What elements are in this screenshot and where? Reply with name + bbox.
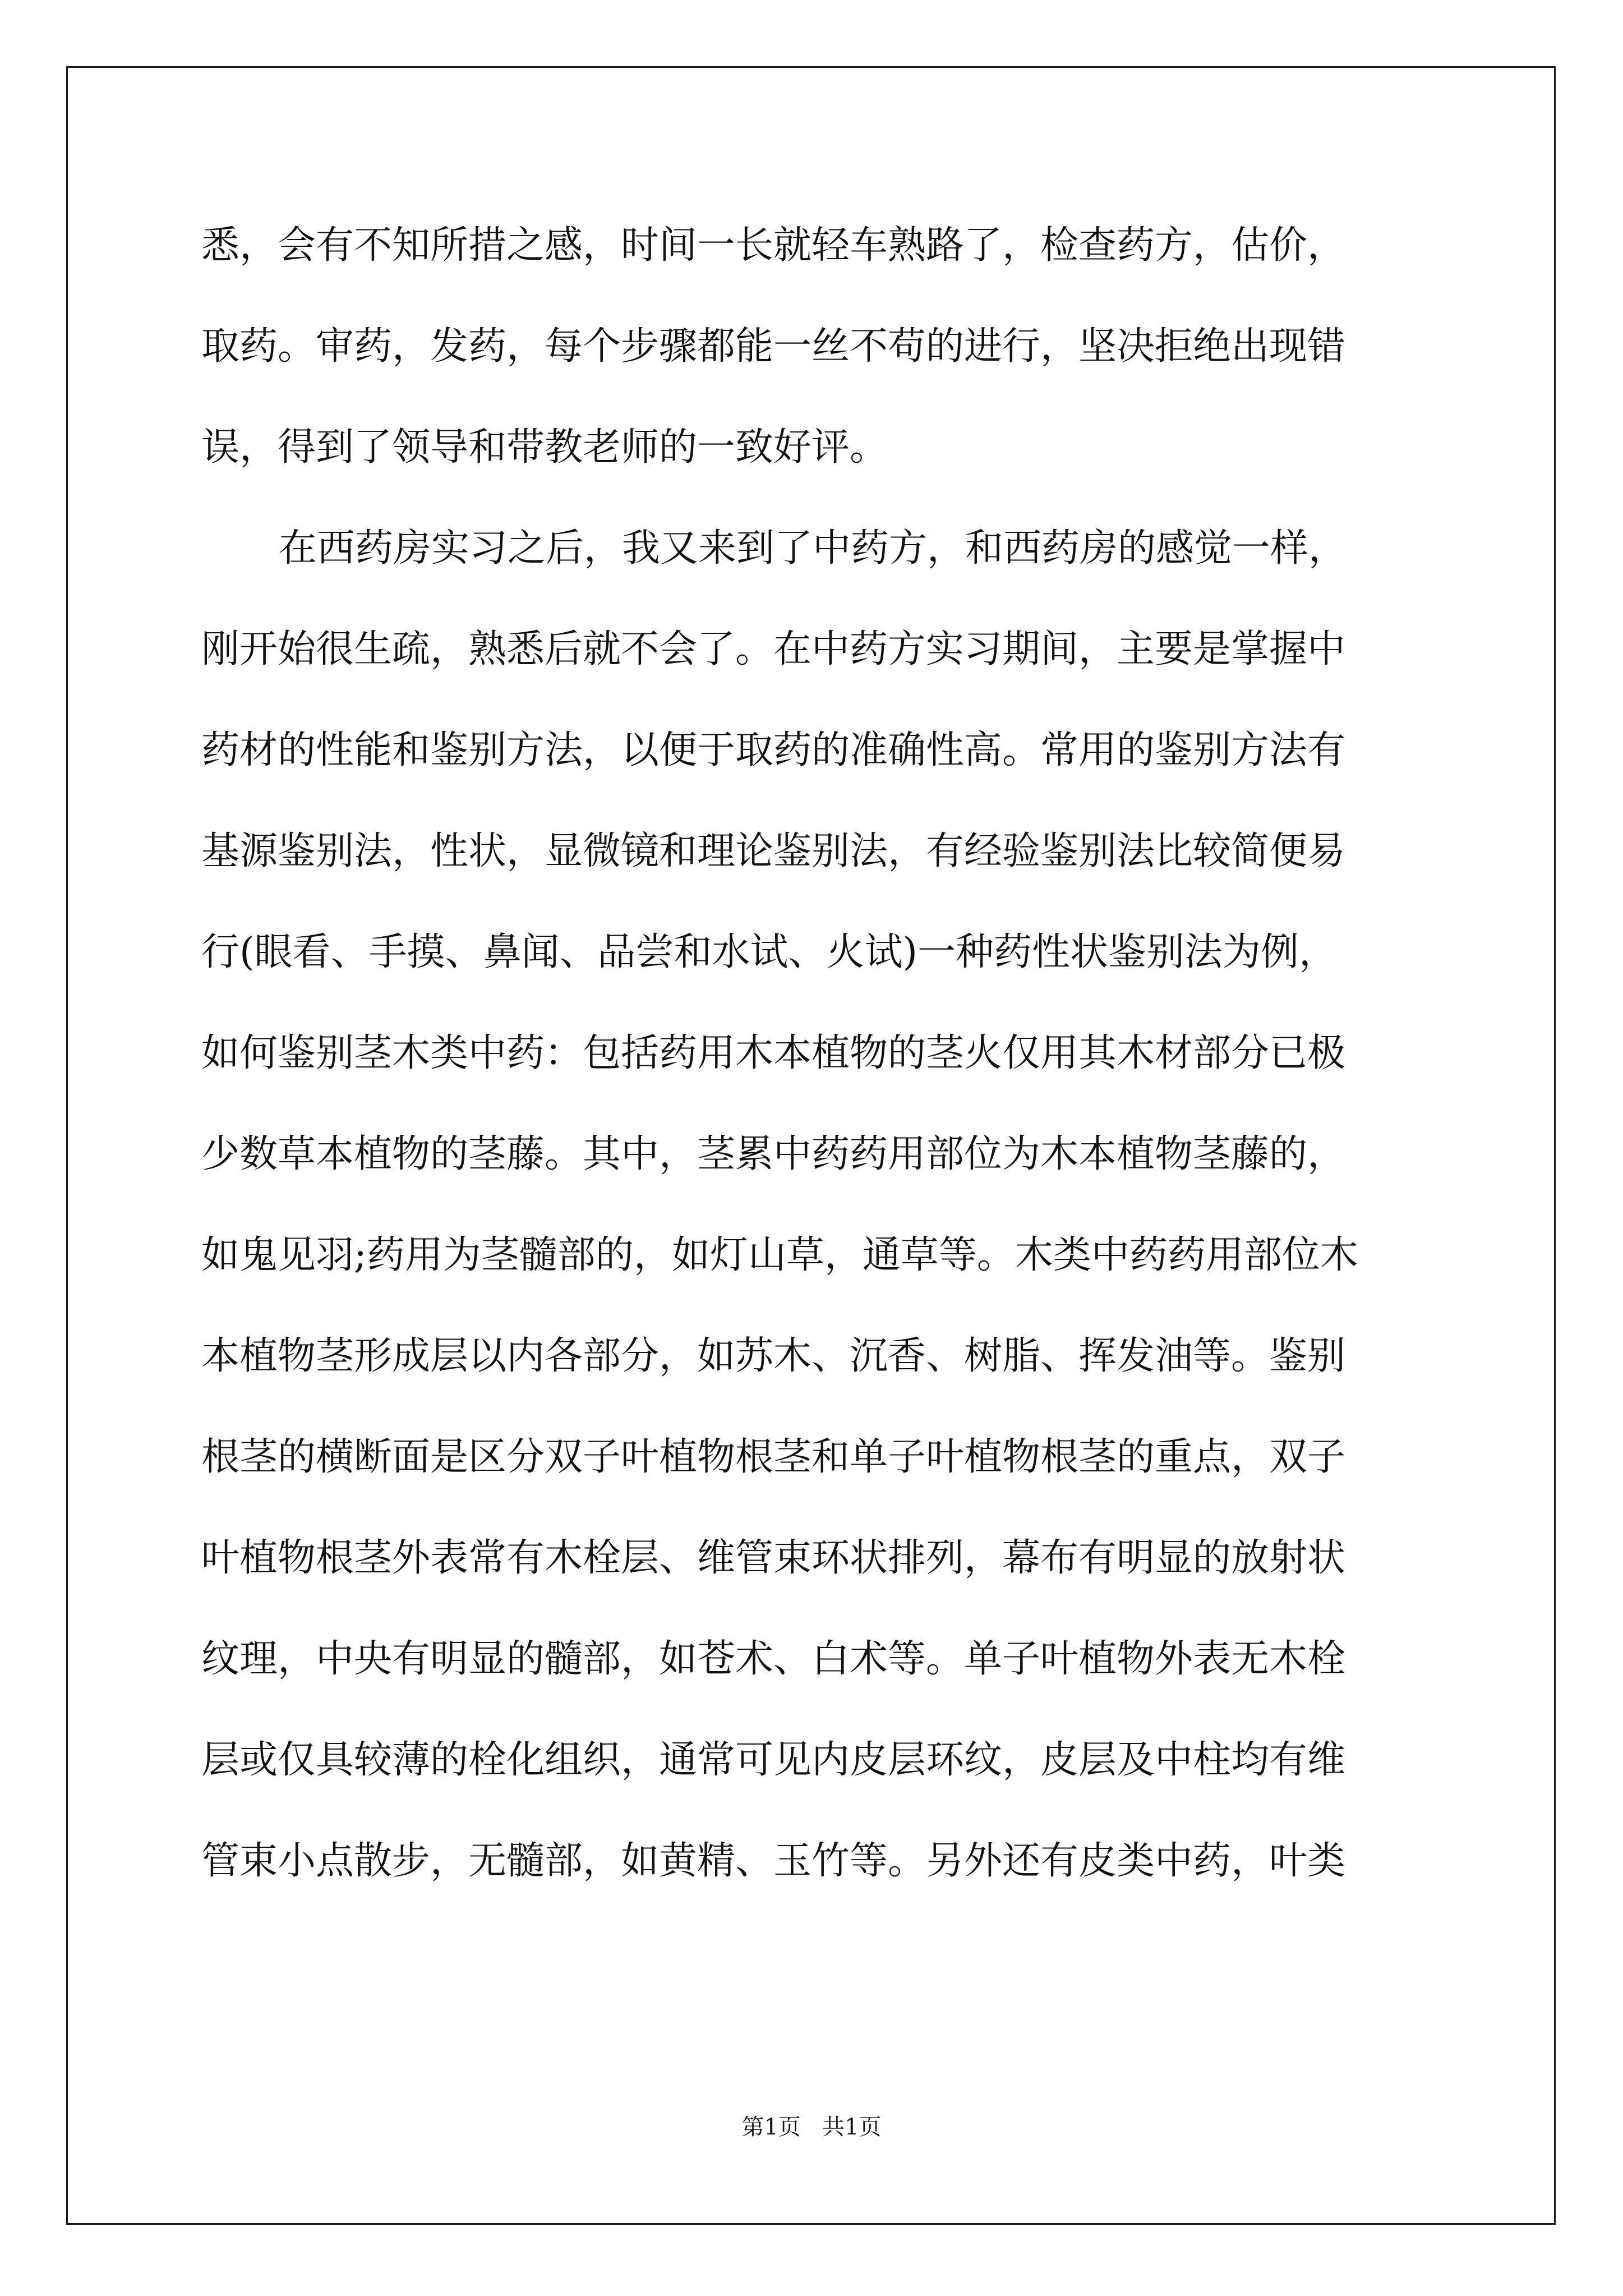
text-line-10: 少数草本植物的茎藤。其中，茎累中药药用部位为木本植物茎藤的，: [201, 1132, 1346, 1176]
text-line-11: 如鬼见羽;药用为茎髓部的，如灯山草，通草等。木类中药药用部位木: [201, 1233, 1358, 1277]
text-line-4: 在西药房实习之后，我又来到了中药方，和西药房的感觉一样，: [279, 526, 1347, 570]
text-line-15: 纹理，中央有明显的髓部，如苍术、白术等。单子叶植物外表无木栓: [201, 1637, 1346, 1681]
text-line-8: 行(眼看、手摸、鼻闻、品尝和水试、火试)一种药性状鉴别法为例，: [201, 930, 1338, 974]
text-line-9: 如何鉴别茎木类中药：包括药用木本植物的茎火仅用其木材部分已极: [201, 1031, 1346, 1075]
text-line-14: 叶植物根茎外表常有木栓层、维管束环状排列，幕布有明显的放射状: [201, 1536, 1346, 1580]
text-line-1: 悉，会有不知所措之感，时间一长就轻车熟路了，检查药方，估价，: [201, 223, 1346, 268]
text-line-7: 基源鉴别法，性状，显微镜和理论鉴别法，有经验鉴别法比较简便易: [201, 829, 1346, 873]
text-line-5: 刚开始很生疏，熟悉后就不会了。在中药方实习期间，主要是掌握中: [201, 627, 1346, 671]
text-line-16: 层或仅具较薄的栓化组织，通常可见内皮层环纹，皮层及中柱均有维: [201, 1738, 1346, 1782]
page-footer: 第1页 共1页: [741, 2114, 882, 2140]
text-line-13: 根茎的横断面是区分双子叶植物根茎和单子叶植物根茎的重点，双子: [201, 1435, 1346, 1479]
text-line-3: 误，得到了领导和带教老师的一致好评。: [201, 425, 888, 470]
text-line-17: 管束小点散步，无髓部，如黄精、玉竹等。另外还有皮类中药，叶类: [201, 1839, 1346, 1883]
text-line-6: 药材的性能和鉴别方法，以便于取药的准确性高。常用的鉴别方法有: [201, 728, 1346, 772]
text-line-12: 本植物茎形成层以内各部分，如苏木、沉香、树脂、挥发油等。鉴别: [201, 1334, 1346, 1378]
text-line-2: 取药。审药，发药，每个步骤都能一丝不苟的进行，坚决拒绝出现错: [201, 324, 1346, 369]
